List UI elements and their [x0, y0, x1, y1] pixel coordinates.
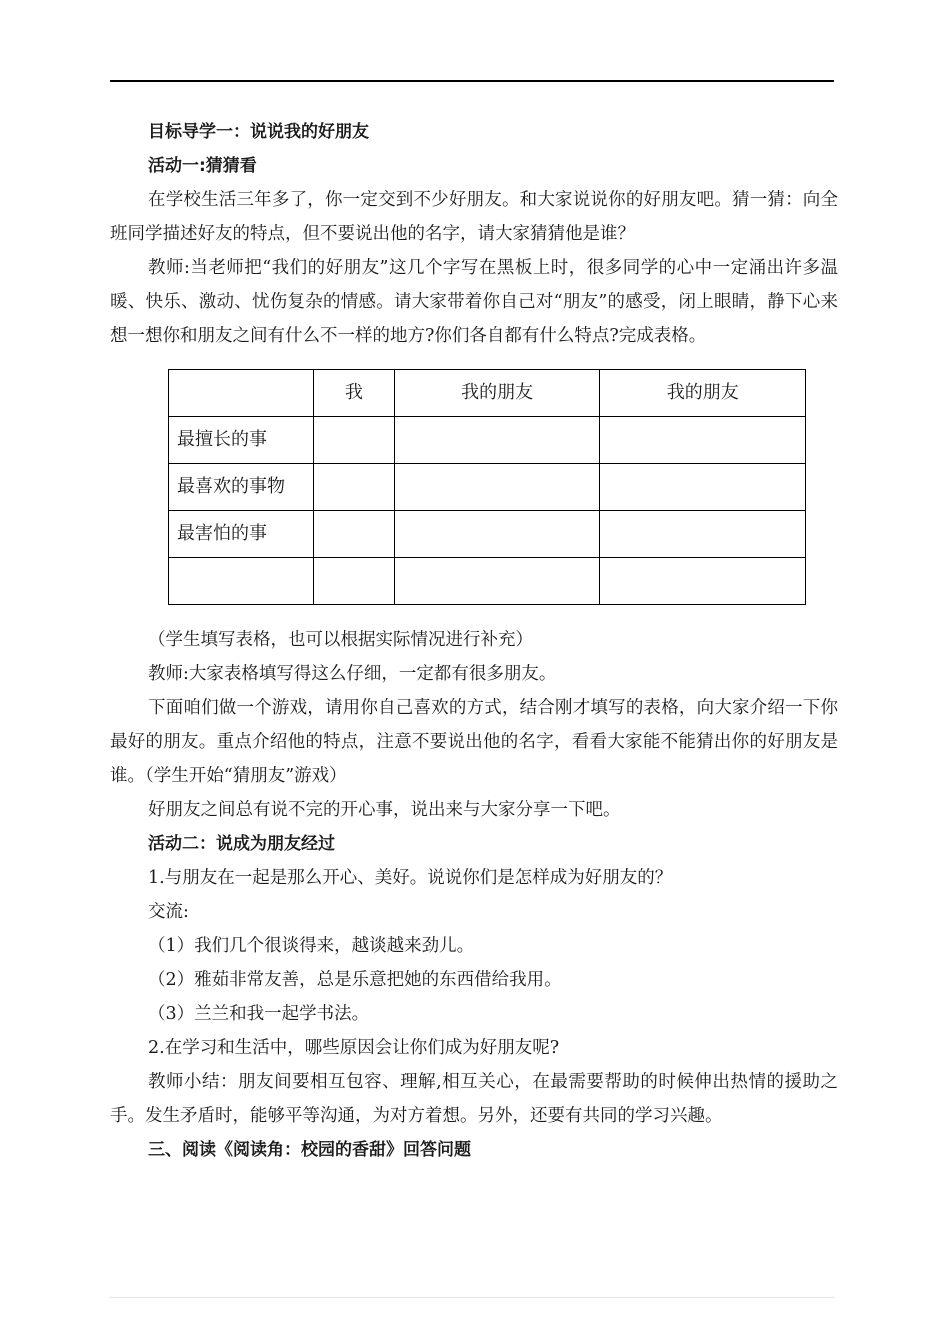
- question-1: 1.与朋友在一起是那么开心、美好。说说你们是怎样成为好朋友的？: [148, 868, 673, 888]
- table-row-label: 最擅长的事: [169, 417, 314, 464]
- table-cell: [314, 464, 395, 511]
- answer-item: （3）兰兰和我一起学书法。: [148, 1004, 370, 1024]
- question-2: 2.在学习和生活中，哪些原因会让你们成为好朋友呢?: [148, 1038, 560, 1058]
- exchange-label: 交流:: [148, 902, 189, 922]
- table-cell: [394, 511, 600, 558]
- table-cell: [600, 464, 806, 511]
- answer-item: （1）我们几个很谈得来，越谈越来劲儿。: [148, 936, 475, 956]
- table-header-cell: 我的朋友: [394, 370, 600, 417]
- table-cell: [314, 558, 395, 605]
- table-cell: [314, 417, 395, 464]
- table-cell: [600, 511, 806, 558]
- activity-heading-1: 活动一:猜猜看: [148, 156, 257, 176]
- answer-item: （2）雅茹非常友善，总是乐意把她的东西借给我用。: [148, 970, 562, 990]
- table-cell: [600, 558, 806, 605]
- footer-rule: [110, 1297, 834, 1298]
- table-cell: [394, 558, 600, 605]
- header-rule: [110, 80, 834, 82]
- paragraph-share: 好朋友之间总有说不完的开心事，说出来与大家分享一下吧。: [148, 800, 621, 820]
- table-header-cell: [169, 370, 314, 417]
- paragraph-game: 下面咱们做一个游戏，请用你自己喜欢的方式，结合刚才填写的表格，向大家介绍一下你最好的朋友。重点介绍他的特点，注意不要说出他的名字，看看大家能不能猜出你的好朋友是谁。（学生开始“猜朋友”游戏）: [110, 698, 838, 786]
- table-cell: [314, 511, 395, 558]
- table-row: [169, 464, 806, 511]
- section-heading-3: 三、阅读《阅读角：校园的香甜》回答问题: [148, 1140, 471, 1160]
- activity-heading-2: 活动二：说成为朋友经过: [148, 834, 335, 854]
- paragraph-teacher-2: 教师:大家表格填写得这么仔细，一定都有很多朋友。: [148, 664, 557, 684]
- paragraph-teacher-1: 教师:当老师把“我们的好朋友”这几个字写在黑板上时，很多同学的心中一定涌出许多温暖、快乐、激动、忧伤复杂的情感。请大家带着你自己对“朋友”的感受，闭上眼睛，静下心来想一想你和朋友之间有什么不一样的地方?你们各自都有什么特点?完成表格。: [110, 258, 838, 346]
- table-cell: [600, 417, 806, 464]
- table-cell: [394, 417, 600, 464]
- table-row-label: 最喜欢的事物: [169, 464, 314, 511]
- friends-table: [168, 369, 806, 605]
- table-row-label: [169, 558, 314, 605]
- table-header-cell: 我: [314, 370, 395, 417]
- table-header-cell: 我的朋友: [600, 370, 806, 417]
- table-cell: [394, 464, 600, 511]
- section-heading-1: 目标导学一：说说我的好朋友: [148, 122, 369, 142]
- table-row-label: 最害怕的事: [169, 511, 314, 558]
- paragraph-note: （学生填写表格，也可以根据实际情况进行补充）: [148, 630, 533, 650]
- teacher-summary: 教师小结：朋友间要相互包容、理解,相互关心，在最需要帮助的时候伸出热情的援助之手。发生矛盾时，能够平等沟通，为对方着想。另外，还要有共同的学习兴趣。: [110, 1072, 838, 1126]
- table-row: [169, 511, 806, 558]
- table-row: [169, 417, 806, 464]
- document-body: [110, 115, 838, 1167]
- table-header-row: [169, 370, 806, 417]
- table-row: [169, 558, 806, 605]
- paragraph-intro: 在学校生活三年多了，你一定交到不少好朋友。和大家说说你的好朋友吧。猜一猜：向全班同学描述好友的特点，但不要说出他的名字，请大家猜猜他是谁？: [110, 190, 838, 244]
